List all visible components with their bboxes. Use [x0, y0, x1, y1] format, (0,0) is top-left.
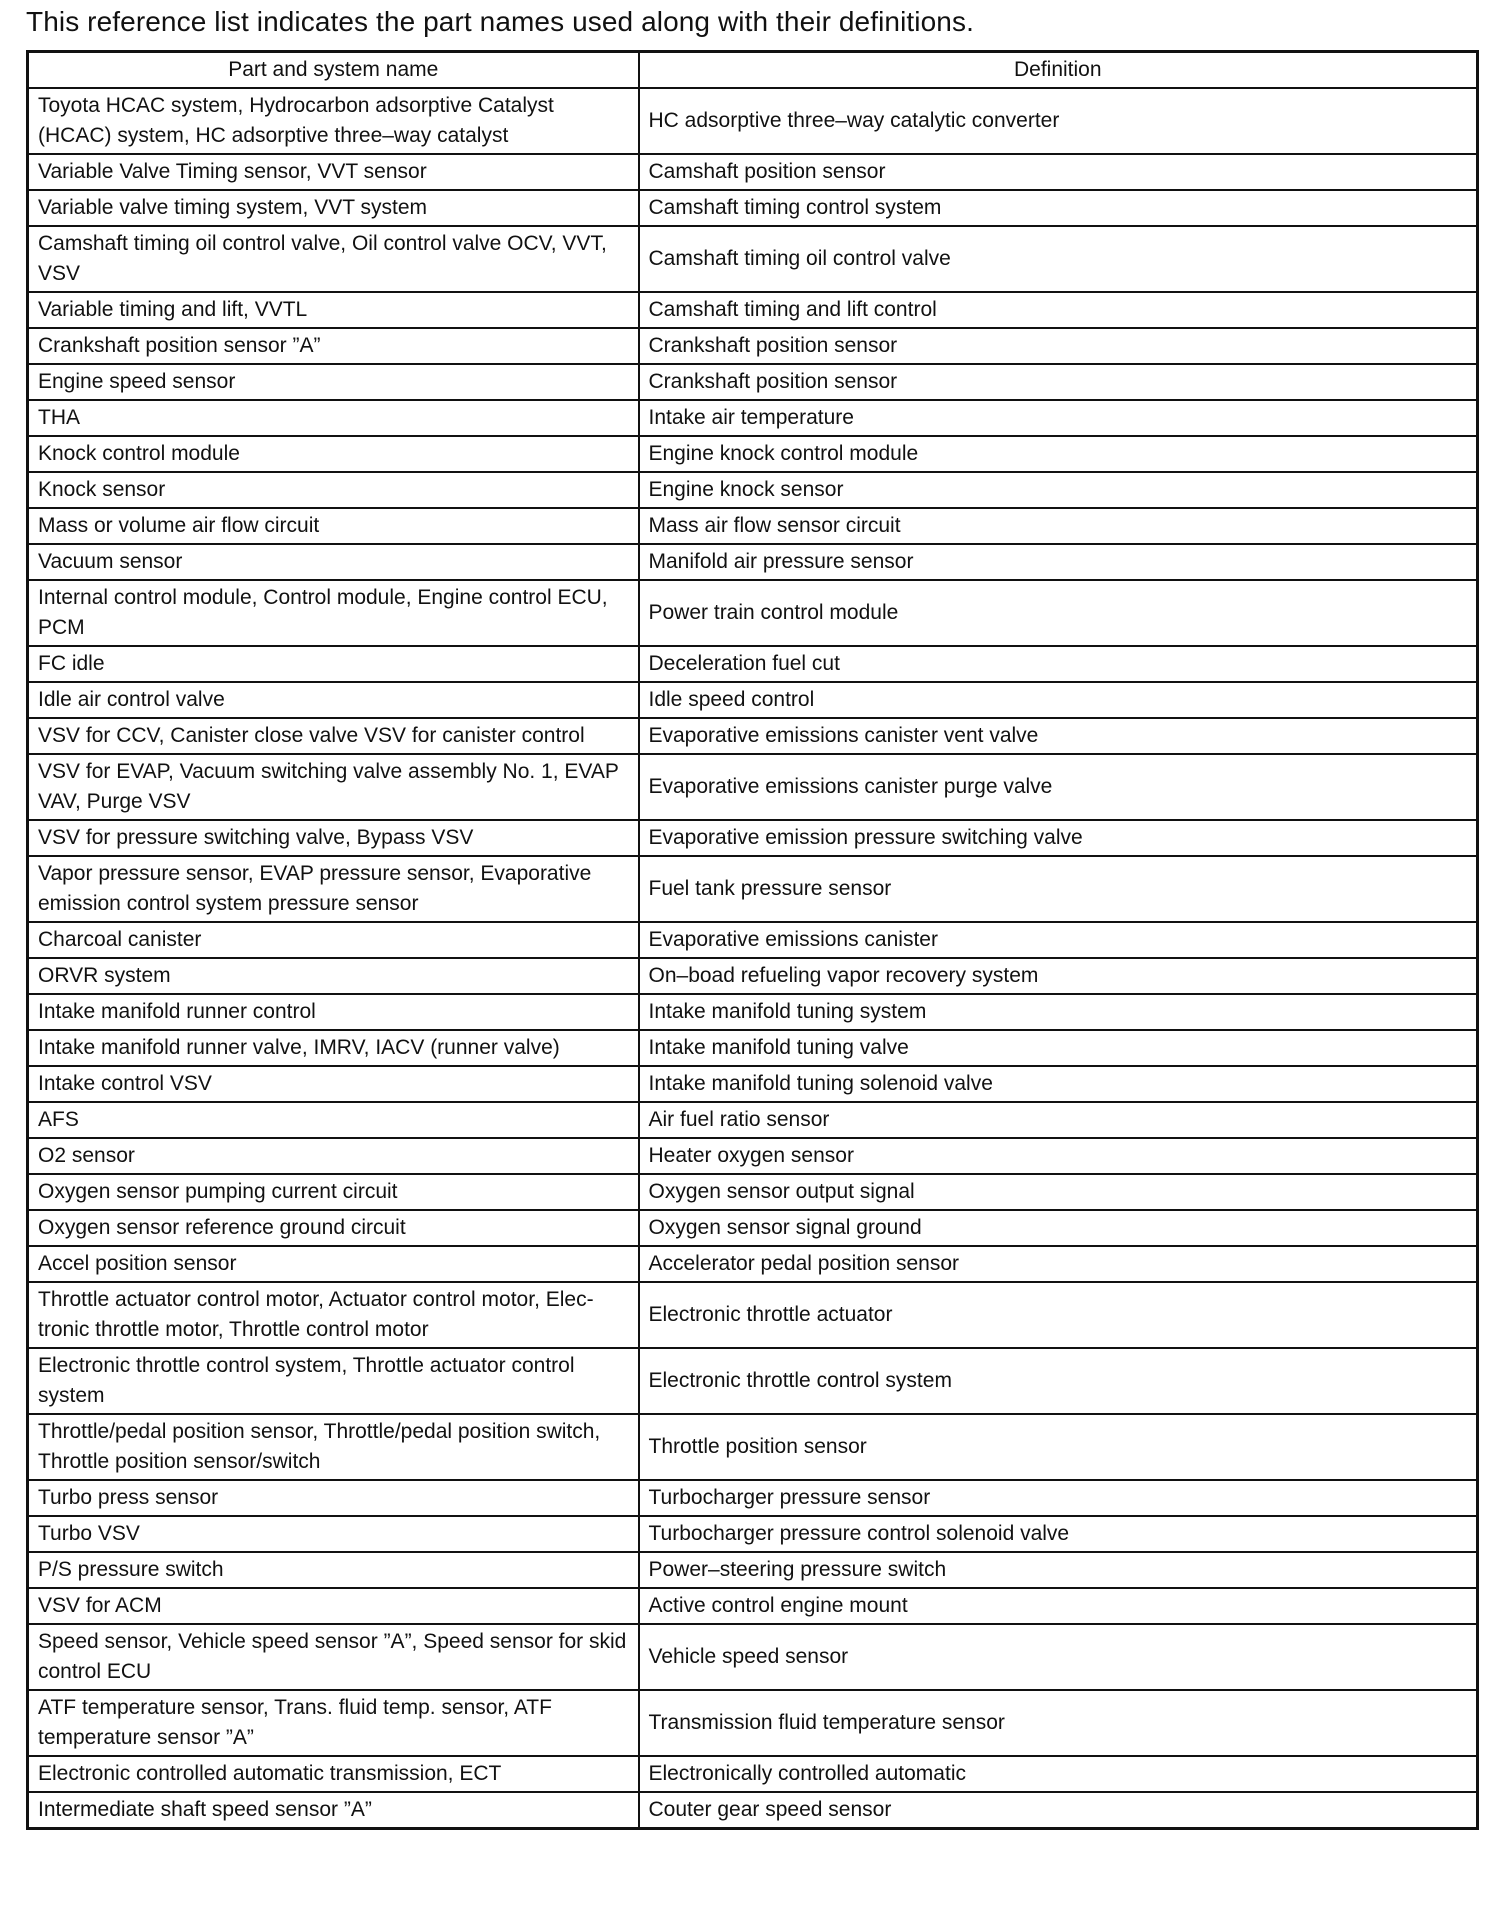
- definition-cell: Oxygen sensor signal ground: [639, 1210, 1478, 1246]
- definition-cell: Camshaft timing control system: [639, 190, 1478, 226]
- definition-cell: Throttle position sensor: [639, 1414, 1478, 1480]
- definition-cell: Engine knock control module: [639, 436, 1478, 472]
- part-name-cell: Knock sensor: [28, 472, 639, 508]
- part-name-cell: Internal control module, Control module, Engine control ECU, PCM: [28, 580, 639, 646]
- definition-cell: Electronic throttle actuator: [639, 1282, 1478, 1348]
- definition-cell: Evaporative emissions canister purge valve: [639, 754, 1478, 820]
- definition-cell: Engine knock sensor: [639, 472, 1478, 508]
- table-row: [28, 682, 1478, 718]
- part-name-cell: Charcoal canister: [28, 922, 639, 958]
- part-name-cell: Accel position sensor: [28, 1246, 639, 1282]
- table-row: [28, 1552, 1478, 1588]
- table-row: [28, 1414, 1478, 1480]
- table-row: [28, 190, 1478, 226]
- intro-text: This reference list indicates the part names used along with their definitions.: [26, 6, 974, 37]
- part-name-cell: VSV for CCV, Canister close valve VSV for canister control: [28, 718, 639, 754]
- table-row: [28, 646, 1478, 682]
- part-name-cell: Camshaft timing oil control valve, Oil control valve OCV, VVT, VSV: [28, 226, 639, 292]
- header-part-name: Part and system name: [28, 52, 639, 89]
- table-row: [28, 1624, 1478, 1690]
- table-row: [28, 472, 1478, 508]
- definition-cell: Crankshaft position sensor: [639, 328, 1478, 364]
- part-name-cell: Speed sensor, Vehicle speed sensor ”A”, Speed sensor for skid control ECU: [28, 1624, 639, 1690]
- table-row: [28, 580, 1478, 646]
- definition-cell: Electronic throttle control system: [639, 1348, 1478, 1414]
- part-name-cell: Engine speed sensor: [28, 364, 639, 400]
- part-name-cell: Crankshaft position sensor ”A”: [28, 328, 639, 364]
- table-row: [28, 1690, 1478, 1756]
- table-row: [28, 1102, 1478, 1138]
- table-row: [28, 1756, 1478, 1792]
- table-row: [28, 1348, 1478, 1414]
- part-name-cell: Throttle/pedal position sensor, Throttle/pedal position switch, Throttle position sensor/switch: [28, 1414, 639, 1480]
- definition-cell: Transmission fluid temperature sensor: [639, 1690, 1478, 1756]
- definition-cell: Intake manifold tuning valve: [639, 1030, 1478, 1066]
- part-name-cell: Intake manifold runner valve, IMRV, IACV (runner valve): [28, 1030, 639, 1066]
- table-row: [28, 88, 1478, 154]
- definition-cell: Air fuel ratio sensor: [639, 1102, 1478, 1138]
- table-body: [28, 88, 1478, 1829]
- part-name-cell: AFS: [28, 1102, 639, 1138]
- definition-cell: Camshaft timing oil control valve: [639, 226, 1478, 292]
- part-name-cell: Oxygen sensor pumping current circuit: [28, 1174, 639, 1210]
- table-row: [28, 958, 1478, 994]
- part-name-cell: Variable Valve Timing sensor, VVT sensor: [28, 154, 639, 190]
- definition-cell: Crankshaft position sensor: [639, 364, 1478, 400]
- table-row: [28, 436, 1478, 472]
- header-definition: Definition: [639, 52, 1478, 89]
- table-row: [28, 856, 1478, 922]
- table-row: [28, 1246, 1478, 1282]
- table-row: [28, 1066, 1478, 1102]
- part-name-cell: Vapor pressure sensor, EVAP pressure sensor, Evaporative emission control system pressure sensor: [28, 856, 639, 922]
- definition-cell: Fuel tank pressure sensor: [639, 856, 1478, 922]
- table-row: [28, 820, 1478, 856]
- definition-cell: On–boad refueling vapor recovery system: [639, 958, 1478, 994]
- definition-cell: Turbocharger pressure control solenoid valve: [639, 1516, 1478, 1552]
- table-row: [28, 544, 1478, 580]
- table-row: [28, 1030, 1478, 1066]
- definition-cell: Camshaft position sensor: [639, 154, 1478, 190]
- table-row: [28, 1588, 1478, 1624]
- definition-cell: Couter gear speed sensor: [639, 1792, 1478, 1829]
- table-row: [28, 718, 1478, 754]
- definition-cell: Turbocharger pressure sensor: [639, 1480, 1478, 1516]
- table-row: [28, 292, 1478, 328]
- table-row: [28, 1792, 1478, 1829]
- part-name-cell: Oxygen sensor reference ground circuit: [28, 1210, 639, 1246]
- table-row: [28, 508, 1478, 544]
- definition-cell: Intake manifold tuning solenoid valve: [639, 1066, 1478, 1102]
- part-name-cell: P/S pressure switch: [28, 1552, 639, 1588]
- definition-cell: Camshaft timing and lift control: [639, 292, 1478, 328]
- table-row: [28, 400, 1478, 436]
- definition-cell: Evaporative emissions canister vent valve: [639, 718, 1478, 754]
- table-row: [28, 1480, 1478, 1516]
- part-name-cell: Idle air control valve: [28, 682, 639, 718]
- definition-cell: Power–steering pressure switch: [639, 1552, 1478, 1588]
- table-row: [28, 1174, 1478, 1210]
- part-name-cell: Electronic controlled automatic transmission, ECT: [28, 1756, 639, 1792]
- table-row: [28, 226, 1478, 292]
- header-row: [28, 52, 1478, 89]
- part-name-cell: ORVR system: [28, 958, 639, 994]
- table-row: [28, 154, 1478, 190]
- definition-cell: Mass air flow sensor circuit: [639, 508, 1478, 544]
- definition-cell: Accelerator pedal position sensor: [639, 1246, 1478, 1282]
- part-name-cell: VSV for pressure switching valve, Bypass VSV: [28, 820, 639, 856]
- part-name-cell: Toyota HCAC system, Hydrocarbon adsorptive Catalyst (HCAC) system, HC adsorptive three–way catalyst: [28, 88, 639, 154]
- part-name-cell: Variable timing and lift, VVTL: [28, 292, 639, 328]
- definition-cell: Intake manifold tuning system: [639, 994, 1478, 1030]
- table-row: [28, 1516, 1478, 1552]
- definition-cell: Heater oxygen sensor: [639, 1138, 1478, 1174]
- part-name-cell: Vacuum sensor: [28, 544, 639, 580]
- definition-cell: HC adsorptive three–way catalytic converter: [639, 88, 1478, 154]
- part-name-cell: VSV for EVAP, Vacuum switching valve assembly No. 1, EVAP VAV, Purge VSV: [28, 754, 639, 820]
- table-row: [28, 1138, 1478, 1174]
- part-name-cell: Throttle actuator control motor, Actuator control motor, Elec- tronic throttle motor, Throttle control motor: [28, 1282, 639, 1348]
- table-row: [28, 922, 1478, 958]
- definition-cell: Intake air temperature: [639, 400, 1478, 436]
- table-row: [28, 1282, 1478, 1348]
- part-name-cell: Electronic throttle control system, Throttle actuator control system: [28, 1348, 639, 1414]
- part-name-cell: Knock control module: [28, 436, 639, 472]
- definition-cell: Evaporative emissions canister: [639, 922, 1478, 958]
- part-name-cell: Mass or volume air flow circuit: [28, 508, 639, 544]
- definition-cell: Oxygen sensor output signal: [639, 1174, 1478, 1210]
- definition-cell: Deceleration fuel cut: [639, 646, 1478, 682]
- part-name-cell: Intermediate shaft speed sensor ”A”: [28, 1792, 639, 1829]
- definition-cell: Vehicle speed sensor: [639, 1624, 1478, 1690]
- part-name-cell: O2 sensor: [28, 1138, 639, 1174]
- definition-cell: Power train control module: [639, 580, 1478, 646]
- part-name-cell: Variable valve timing system, VVT system: [28, 190, 639, 226]
- table-header: [28, 52, 1478, 89]
- table-row: [28, 328, 1478, 364]
- table-row: [28, 994, 1478, 1030]
- definition-cell: Manifold air pressure sensor: [639, 544, 1478, 580]
- definition-cell: Idle speed control: [639, 682, 1478, 718]
- definition-cell: Active control engine mount: [639, 1588, 1478, 1624]
- part-name-cell: Intake manifold runner control: [28, 994, 639, 1030]
- part-name-cell: FC idle: [28, 646, 639, 682]
- table-row: [28, 364, 1478, 400]
- table-row: [28, 754, 1478, 820]
- part-name-cell: ATF temperature sensor, Trans. fluid temp. sensor, ATF temperature sensor ”A”: [28, 1690, 639, 1756]
- part-name-cell: VSV for ACM: [28, 1588, 639, 1624]
- reference-table: [26, 50, 1479, 1830]
- part-name-cell: Turbo press sensor: [28, 1480, 639, 1516]
- part-name-cell: Turbo VSV: [28, 1516, 639, 1552]
- part-name-cell: Intake control VSV: [28, 1066, 639, 1102]
- table-row: [28, 1210, 1478, 1246]
- part-name-cell: THA: [28, 400, 639, 436]
- definition-cell: Evaporative emission pressure switching valve: [639, 820, 1478, 856]
- definition-cell: Electronically controlled automatic: [639, 1756, 1478, 1792]
